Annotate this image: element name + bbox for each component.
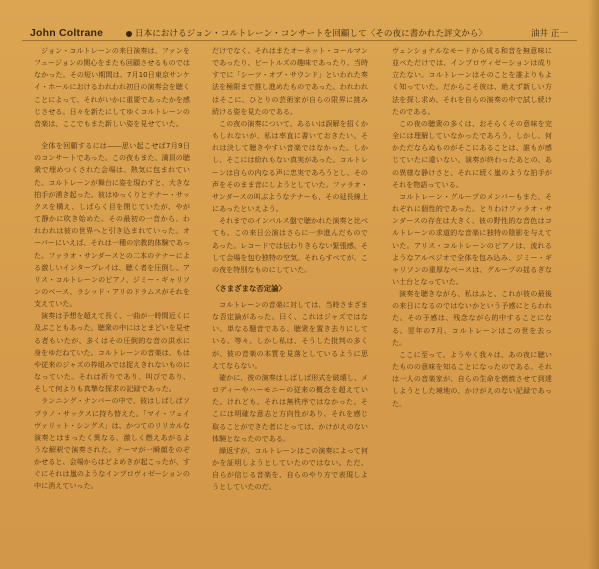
text-column-2 — [212, 45, 368, 493]
text-column-3 — [392, 45, 552, 410]
paragraph: 確かに、彼の演奏はしばしば形式を破壊し、メロディーやハーモニーの従来の概念を超えていた。けれども、それは無秩序ではなかった。そこには明確な意志と方向性があり、それを感じ取ることができた者にとっては、かけがえのない体験となったのである。 — [212, 372, 368, 443]
paragraph: 演奏は予想を超えて長く、一曲が一時間近くに及ぶこともあった。聴衆の中にはとまどいを見せる者もいたが、多くはその圧倒的な音の洪水に身をゆだねていた。コルトレーンの音楽は、もはや従来のジャズの枠組みでは捉えきれないものになっていた。それは祈りであり、叫びであり、そして何よりも真摯な探求の記録であった。 — [34, 311, 190, 394]
paragraph: 繰返すが、コルトレーンはこの演奏によって何かを証明しようとしていたのではない。ただ、自らが信じる音楽を、自らのやり方で表現しようとしていたのだ。 — [212, 445, 368, 492]
page-header — [0, 0, 599, 40]
article-title-text: 日本におけるジョン・コルトレーン・コンサートを回顧して〈その夜に書かれた評文から〉 — [135, 29, 488, 39]
paragraph: コルトレーンの音楽に対しては、当時さまざまな否定論があった。曰く、これはジャズではない、単なる騒音である、聴衆を置き去りにしている、等々。しかし私は、そうした批判の多くが、彼の音楽の本質を見落としているように思えてならない。 — [212, 299, 368, 370]
author-name: 油井 正一 — [530, 29, 568, 39]
bullet-icon — [126, 31, 132, 37]
article-title — [126, 27, 487, 39]
paragraph: ヴェンショナルなモードから成る和音を無意味に並べただけでは、インプロヴィゼーションは成り立たない。コルトレーンはそのことを誰よりもよく知っていた。だからこそ彼は、絶えず新しい方法を探し求め、それを自らの演奏の中で試し続けたのである。 — [392, 46, 552, 116]
paragraph: ジョン・コルトレーンの来日演奏は、ファンをフュージョンの関心をまたも回顧させるものではなかった。その短い期間は、7月10日東京サンケイ・ホールにおけるわれわれ初日の演奏会を聴くことによって、それがいかに重要であったかを感じさせる。日々を新たにしてゆくコルトレーンの音楽は、ここでもまた新しい姿を見せていた。 — [34, 46, 190, 128]
paragraph: だけでなく、それはまたオーネット・コールマンであったり、ビートルズの趣味であったり、当時すでに「シーツ・オブ・サウンド」といわれた奏法を極限まで推し進めたものであった。われわれはそこに、ひとりの芸術家が自らの限界に挑み続ける姿を見たのである。 — [212, 46, 368, 116]
section-heading: 〈さまざまな否定論〉 — [212, 283, 286, 293]
paragraph: それまでのインパルス盤で聴かれた演奏と比べても、この来日公演はさらに一歩進んだものであった。レコードでは伝わりきらない緊張感、そして会場を包む独特の空気。それらすべてが、この夜を特別なものにしていた。 — [212, 216, 368, 274]
paragraph: この夜の聴衆の多くは、おそらくその意味を完全には理解していなかったであろう。しかし、何かただならぬものがそこにあることは、誰もが感じていたに違いない。演奏が終わったあとの、あの異様な静けさと、それに続く嵐のような拍手がそれを物語っている。 — [392, 118, 552, 189]
paragraph: 全体を回顧するには――思い起こせば7月9日のコンサートであった。この夜もまた、満員の聴衆で埋めつくされた会場は、熱気に包まれていた。コルトレーンが舞台に姿を現わすと、大きな拍手が湧き起った。彼はゆっくりとテナー・サックスを構え、しばらく目を閉じていたが、やがて静かに吹き始めた。その最初の一音から、われわれは彼の世界へと引き込まれていった。オーバーにいえば、それは一種の宗教的体験であった。ファラオ・サンダースとの二本のテナーによる激しいインタープレイは、聴く者を圧倒し、アリス・コルトレーンのピアノ、ジミー・ギャリソンのベース、ラシッド・アリのドラムスがそれを支えていた。 — [34, 141, 190, 309]
paragraph: コルトレーン・グループのメンバーもまた、それぞれに個性的であった。とりわけファラオ・サンダースの存在は大きく、彼の野性的な音色はコルトレーンの求道的な音楽に独特の陰影を与えていた。アリス・コルトレーンのピアノは、流れるようなアルペジオで全体を包み込み、ジミー・ギャリソンの重厚なベースは、グループの揺るぎない土台となっていた。 — [392, 191, 552, 286]
text-column-1 — [34, 45, 190, 493]
header-divider — [22, 40, 577, 41]
page-crease-shadow — [588, 0, 599, 569]
paragraph: この夜の演奏について、あるいは誤解を招くかもしれないが、私は率直に書いておきたい。それは決して聴きやすい音楽ではなかった。しかし、そこには紛れもない真実があった。コルトレーンは自らの内なる声に忠実であろうとし、その声をそのまま音にしようとしていた。ファラオ・サンダースの叫ぶようなテナーも、その延長線上にあったといえよう。 — [212, 118, 368, 214]
paragraph: ランニング・ナンバーの中で、彼はしばしばソプラノ・サックスに持ち替えた。「マイ・フェイヴァリット・シングス」は、かつてのリリカルな演奏とはまったく異なる、激しく燃えあがるような解釈で演奏された。テーマが一瞬顔をのぞかせると、会場からはどよめきが起こったが、すぐにそれは嵐のようなインプロヴィゼーションの中に消えていった。 — [34, 396, 190, 491]
paragraph: 演奏を聴きながら、私はふと、これが彼の最後の来日になるのではないかという予感にとらわれた。その予感は、残念ながら的中することになる。翌年の7月、コルトレーンはこの世を去った。 — [392, 289, 552, 347]
artist-name: John Coltrane — [30, 27, 104, 39]
paragraph: ここに至って、ようやく我々は、あの夜に聴いたものの意味を知ることになったのである。それは一人の音楽家が、自らの生命を燃焼させて到達しようとした境地の、かけがえのない記録であった。 — [392, 349, 552, 408]
